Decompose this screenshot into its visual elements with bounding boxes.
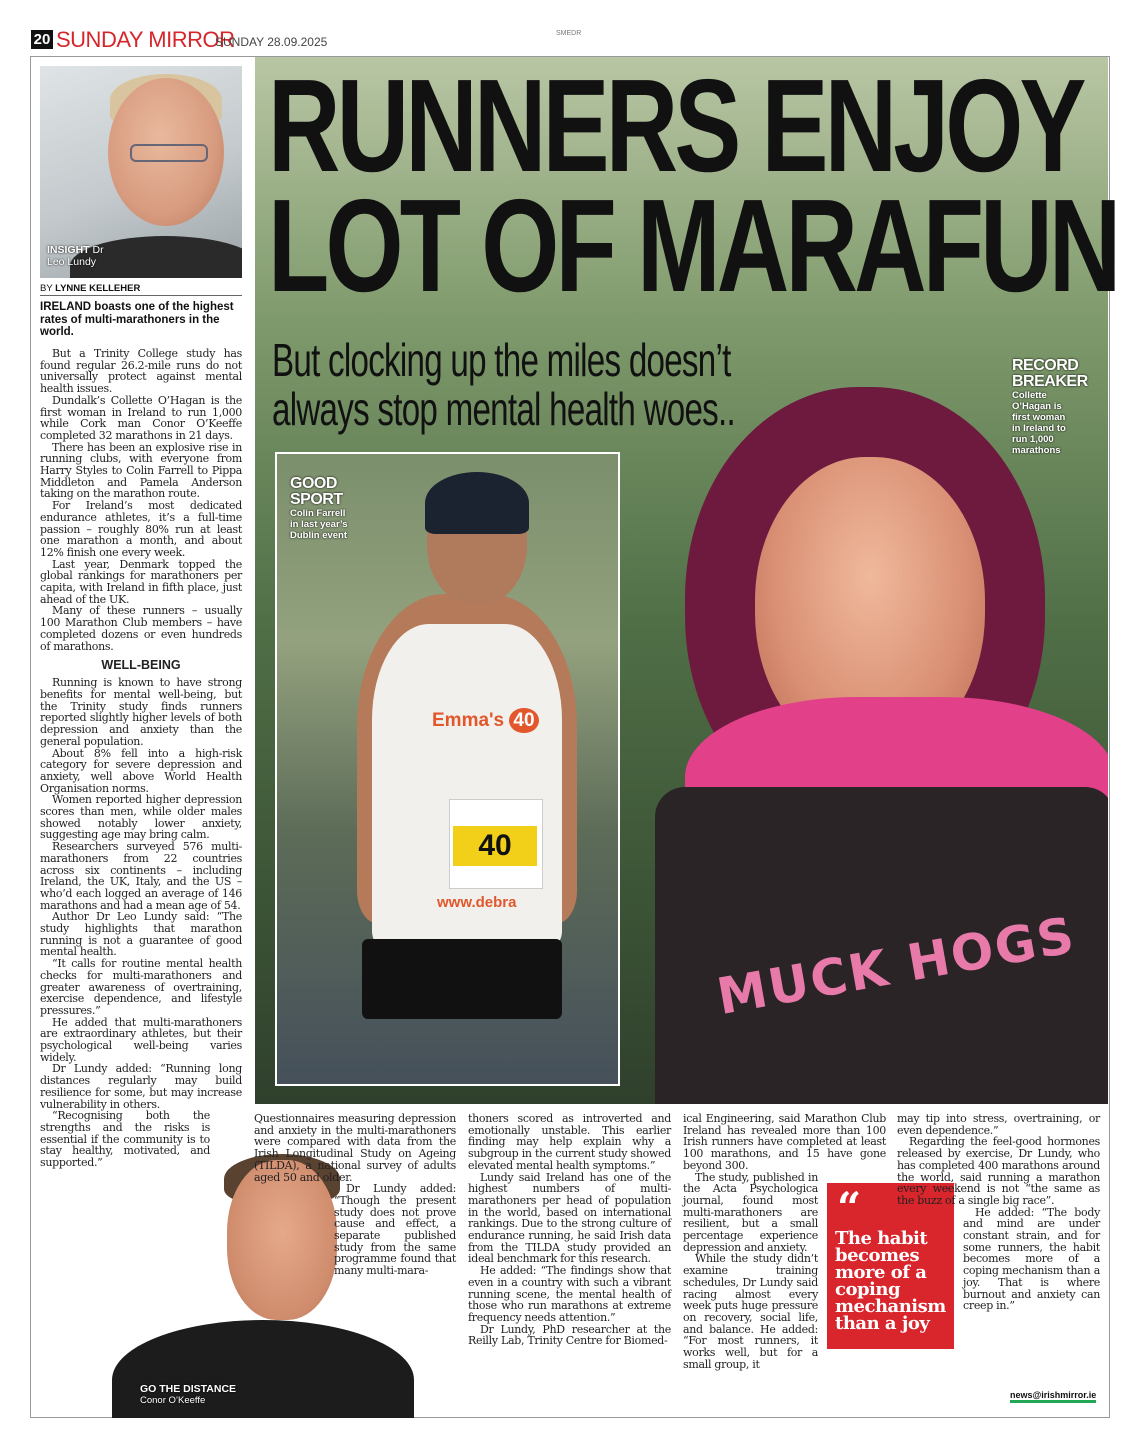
article-column-1: [40, 348, 242, 1169]
caption-heading: SPORT: [290, 491, 343, 508]
caption-heading: BREAKER: [1012, 373, 1088, 390]
paragraph: Women reported higher depression scores than men, while older males showed notably lower anxiety, suggesting age may bring calm.: [40, 793, 242, 842]
pull-quote-text: The habit becomes more of a coping mechanism than a joy: [835, 1228, 946, 1334]
article-column-3: [468, 1113, 671, 1347]
page-number: 20: [31, 30, 53, 49]
caption-text: first woman: [1012, 412, 1066, 423]
paragraph: Last year, Denmark topped the global rankings for marathoners per capita, with Ireland in fifth place, just ahead of the UK.: [40, 557, 242, 606]
paragraph: Regarding the feel-good hormones released by exercise, Dr Lundy, who has completed 400 marathons around the world, said running a marathon every weekend is not “the same as the buzz of a single big race”.: [897, 1135, 1100, 1207]
caption-heading: INSIGHT: [47, 244, 90, 256]
caption-heading: RECORD: [1012, 357, 1079, 374]
author-name: LYNNE KELLEHER: [55, 283, 141, 294]
good-sport-caption: [290, 476, 370, 541]
paragraph: About 8% fell into a high-risk category for severe depression and anxiety, well above World Health Organisation norms.: [40, 746, 242, 795]
masthead: SUNDAY MIRROR: [56, 27, 235, 52]
caption-text: in Ireland to: [1012, 423, 1066, 434]
go-the-distance-caption: [140, 1384, 236, 1406]
contact-email-link[interactable]: news@irishmirror.ie: [1010, 1390, 1096, 1403]
page-meta-code: SMEDR: [556, 30, 582, 37]
divider: [40, 295, 242, 296]
insight-caption: [47, 244, 104, 268]
caption-text: run 1,000: [1012, 434, 1054, 445]
caption-heading: GOOD: [290, 475, 337, 492]
race-bib-number: 40: [453, 826, 537, 866]
photo-leo-lundy: [40, 66, 242, 278]
dateline: SUNDAY 28.09.2025: [215, 35, 328, 49]
caption-text: in last year’s: [290, 519, 348, 530]
paragraph: He added: “The findings show that even in a country with such a vibrant running scene, the mental health of those who run marathons at extreme frequency needs attention.”: [468, 1264, 671, 1324]
caption-text: Collette: [1012, 390, 1047, 401]
paragraph: Dr Lundy added: “Though the present study does not prove cause and effect, a separate published study from the same programme found that many multi-mara-: [334, 1182, 456, 1278]
paragraph: ical Engineering, said Marathon Club Ireland has revealed more than 100 Irish runners have completed at least 100 marathons, and 15 have gone beyond 300.: [683, 1112, 886, 1172]
paragraph: While the study didn’t examine training schedules, Dr Lundy said racing almost every week puts huge pressure on recovery, social life, and balance. He added: “For most runners, it works well, but for a small group, it: [683, 1252, 818, 1371]
paragraph: thoners scored as introverted and emotionally unstable. This earlier finding may help explain why a subgroup in the current study showed elevated mental health symptoms.”: [468, 1112, 671, 1172]
byline: BY LYNNE KELLEHER: [40, 283, 141, 294]
paragraph: Many of these runners – usually 100 Marathon Club members – have completed dozens or even hundreds of marathons.: [40, 604, 242, 653]
article-column-2: [254, 1113, 456, 1277]
paragraph: The study, published in the Acta Psychologica journal, found most multi-marathoners are resilient, but a small percentage experience depression and anxiety.: [683, 1170, 818, 1254]
paragraph: He added that multi-marathoners are extraordinary athletes, but their psychological well-being varies widely.: [40, 1015, 242, 1064]
paragraph: But a Trinity College study has found regular 26.2-mile runs do not universally protect against mental health issues.: [40, 347, 242, 396]
paragraph: For Ireland’s most dedicated endurance athletes, it’s a full-time passion – roughly 80% run at least one marathon a month, and about 12% finish one every week.: [40, 499, 242, 559]
paragraph: Lundy said Ireland has one of the highest numbers of multi-marathoners per head of population in the world, based on international rankings. Due to the strong culture of endurance running, he said Irish data from the TILDA study provided an ideal benchmark for this research.: [468, 1170, 671, 1266]
paragraph: There has been an explosive rise in running clubs, with everyone from Harry Styles to Colin Farrell to Pippa Middleton and Pamela Anderson taking on the marathon route.: [40, 440, 242, 501]
vest-url-text: www.debra: [437, 894, 517, 911]
caption-text: Colin Farrell: [290, 508, 346, 519]
caption-text: O’Hagan is: [1012, 401, 1062, 412]
paragraph: Dr Lundy, PhD researcher at the Reilly Lab, Trinity Centre for Biomed-: [468, 1322, 671, 1348]
caption-text: Conor O’Keeffe: [140, 1395, 206, 1406]
headline-line-1: RUNNERS ENJOY: [268, 52, 1083, 199]
paragraph: Researchers surveyed 576 multi-marathoners from 22 countries across six continents – including Ireland, the UK, Italy, and the US – who’d each logged an average of 146 marathons and had a mean age of 54.: [40, 840, 242, 912]
subhead-line-1: But clocking up the miles doesn’t: [272, 334, 731, 386]
quote-mark-icon: “: [837, 1183, 862, 1232]
headline-line-2: LOT OF MARAFUN: [268, 172, 1118, 319]
paragraph: He added: “The body and mind are under constant strain, and for some runners, the habit becomes more of a coping mechanism than a joy. That is where burnout and anxiety can creep in.”: [963, 1205, 1100, 1313]
vest-print: MUCK HOGS: [712, 905, 1080, 1027]
paragraph: “It calls for routine mental health checks for multi-marathoners and greater awareness of overtraining, exercise dependence, and lifestyle pressures.”: [40, 957, 242, 1017]
record-breaker-caption: [1012, 358, 1102, 456]
subhead-line-2: always stop mental health woes..: [272, 383, 735, 435]
paragraph: Dr Lundy added: “Running long distances regularly may build resilience for some, but may increase vulnerability in others.: [40, 1062, 242, 1111]
article-column-5: [897, 1113, 1100, 1312]
section-subtitle: WELL-BEING: [101, 658, 181, 673]
paragraph: may tip into stress, overtraining, or even dependence.”: [897, 1112, 1100, 1137]
lead-paragraph: IRELAND boasts one of the highest rates of multi-marathoners in the world.: [40, 301, 234, 338]
caption-text: Dublin event: [290, 530, 348, 541]
photo-colin-farrell: [275, 452, 620, 1086]
paragraph: Running is known to have strong benefits for mental well-being, but the Trinity study finds runners reported slightly higher levels of both depression and anxiety than the general population.: [40, 676, 242, 748]
paragraph: Questionnaires measuring depression and anxiety in the multi-marathoners were compared with data from the Irish Longitudinal Study on Ageing (TILDA), a national survey of adults aged 50 and older.: [254, 1112, 456, 1184]
paragraph: “Recognising both the strengths and the risks is essential if the community is to stay healthy, motivated, and supported.”: [40, 1109, 210, 1170]
headline: [268, 52, 1118, 319]
subheadline: [272, 336, 735, 434]
vest-logo-text: Emma's 40: [432, 710, 539, 732]
caption-heading: GO THE DISTANCE: [140, 1383, 237, 1395]
caption-text: marathons: [1012, 445, 1061, 456]
caption-text: Leo Lundy: [47, 256, 97, 268]
caption-text: Dr: [92, 244, 104, 256]
paragraph: Author Dr Leo Lundy said: “The study highlights that marathon running is not a guarantee of good mental health.: [40, 910, 242, 959]
paragraph: Dundalk’s Collette O’Hagan is the first woman in Ireland to run 1,000 while Cork man Conor O’Keeffe completed 32 marathons in 21 days.: [40, 393, 242, 442]
